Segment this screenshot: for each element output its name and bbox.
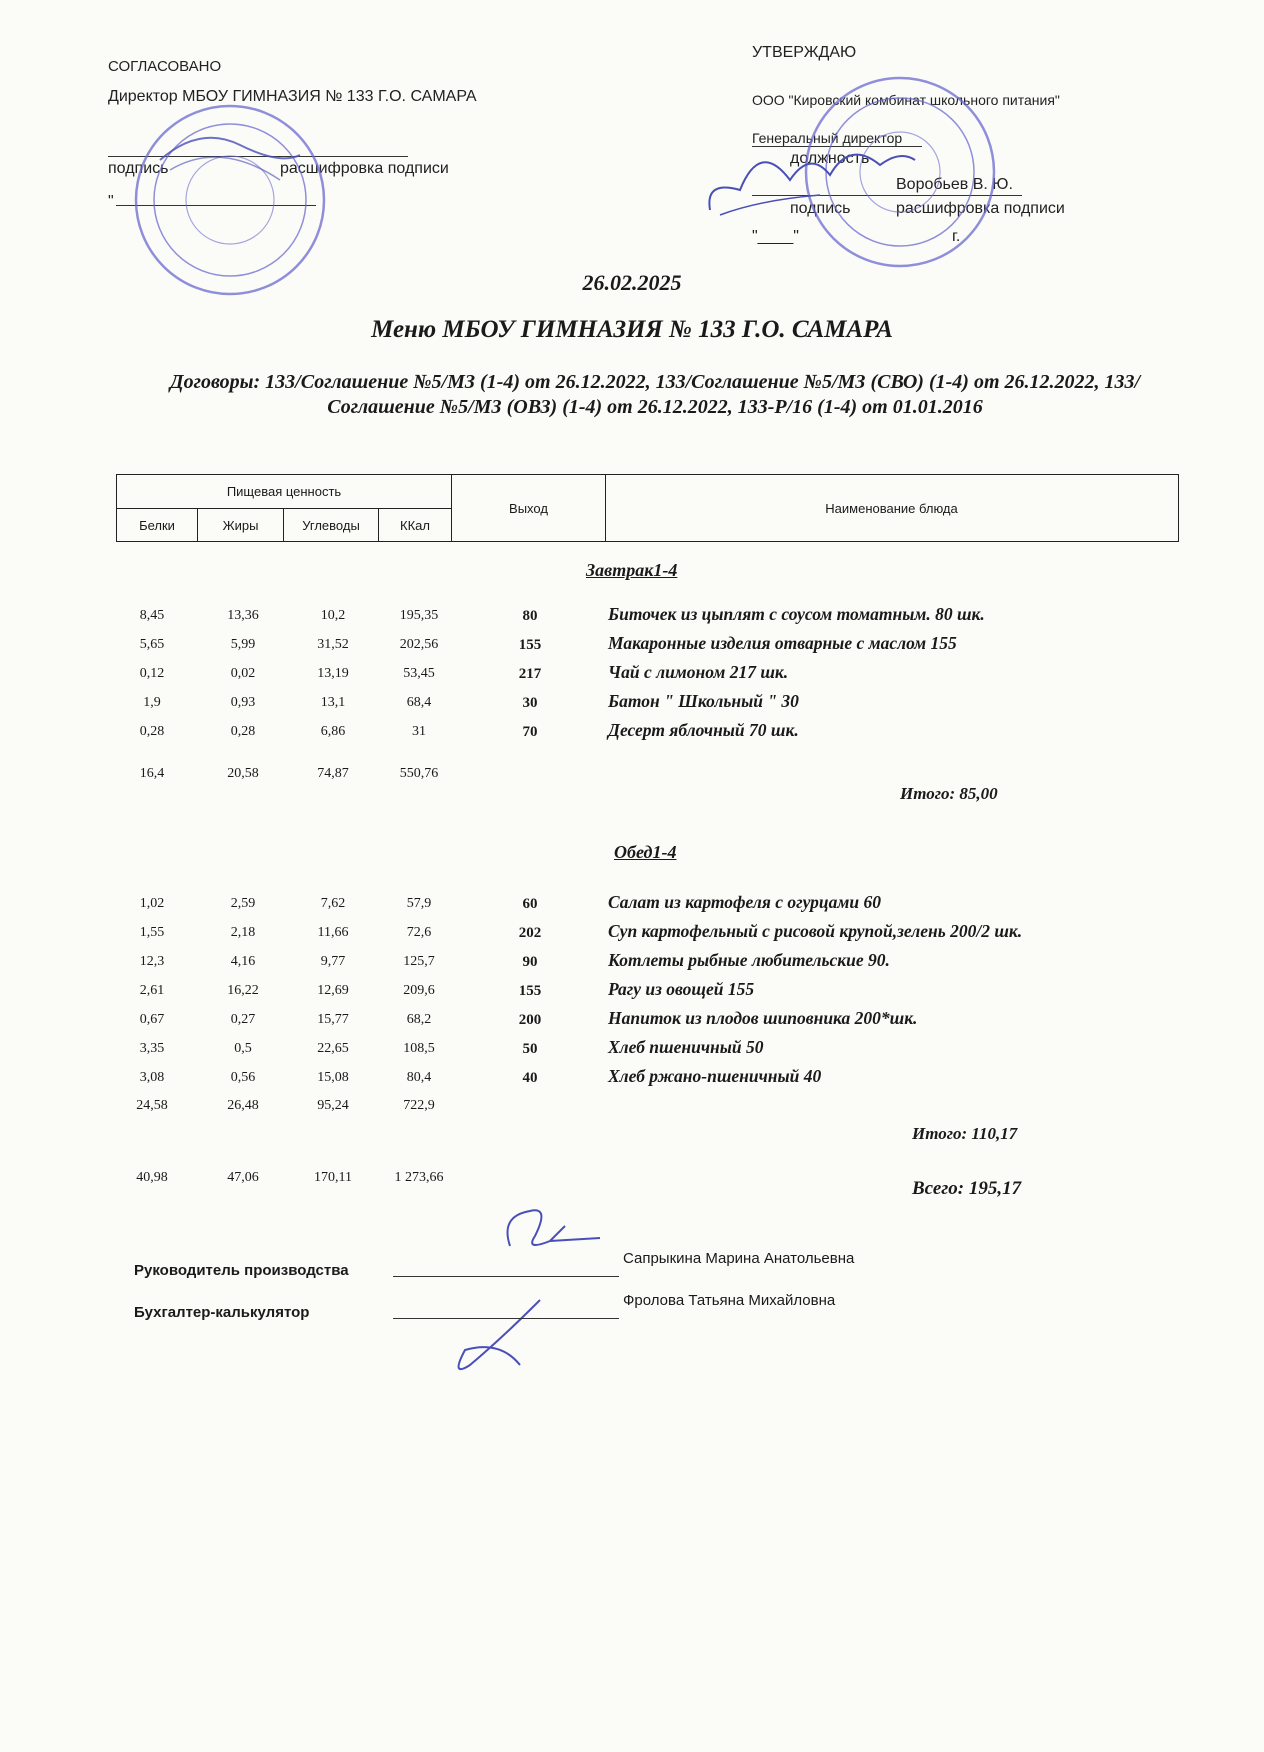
menu-row (0, 921, 1264, 949)
approved-left-heading: СОГЛАСОВАНО (108, 58, 222, 75)
menu-row (0, 950, 1264, 978)
row-dish-name: Батон " Школьный " 30 (608, 691, 799, 711)
menu-date: 26.02.2025 (582, 270, 682, 295)
row-kcal: 80,4 (406, 1070, 432, 1085)
accountant-label: Бухгалтер-калькулятор (134, 1304, 310, 1321)
lunch-total: Итого: 110,17 (912, 1124, 1018, 1143)
accountant-signature (440, 1290, 560, 1380)
breakfast-sum-fat: 20,58 (227, 766, 259, 781)
row-kcal: 125,7 (403, 954, 435, 969)
menu-row (0, 662, 1264, 690)
row-fat: 0,5 (234, 1041, 252, 1056)
menu-row (0, 1066, 1264, 1094)
row-output: 200 (518, 1012, 542, 1028)
row-protein: 1,9 (143, 695, 161, 710)
row-protein: 0,67 (139, 1012, 165, 1027)
menu-row (0, 1037, 1264, 1065)
row-dish-name: Рагу из овощей 155 (608, 979, 755, 999)
row-dish-name: Суп картофельный с рисовой крупой,зелень 200/2 шк. (608, 921, 1023, 941)
row-protein: 8,45 (139, 608, 165, 623)
row-carbs: 11,66 (317, 925, 349, 940)
row-kcal: 53,45 (403, 666, 435, 681)
lunch-sum-row (0, 1098, 1264, 1122)
row-dish-name: Биточек из цыплят с соусом томатным. 80 шк. (608, 604, 985, 624)
row-output: 155 (518, 983, 542, 999)
accountant-name: Фролова Татьяна Михайловна (623, 1292, 836, 1309)
breakfast-sum-protein: 16,4 (139, 766, 165, 781)
row-carbs: 13,19 (317, 666, 349, 681)
row-dish-name: Макаронные изделия отварные с маслом 155 (608, 633, 957, 653)
row-carbs: 7,62 (320, 896, 346, 911)
menu-row (0, 892, 1264, 920)
row-output: 50 (522, 1041, 538, 1057)
row-protein: 1,02 (139, 896, 165, 911)
menu-row (0, 604, 1264, 632)
right-director-name: Воробьев В. Ю. (896, 176, 1013, 193)
approved-right-heading: УТВЕРЖДАЮ (752, 44, 857, 61)
row-kcal: 72,6 (406, 925, 432, 940)
lunch-sum-fat: 26,48 (227, 1098, 259, 1113)
row-output: 90 (522, 954, 538, 970)
approved-right-org: ООО "Кировский комбинат школьного питания" (752, 92, 1060, 108)
lunch-title: Обед1-4 (614, 842, 677, 862)
row-fat: 0,02 (230, 666, 256, 681)
breakfast-total: Итого: 85,00 (900, 784, 998, 803)
row-fat: 2,59 (230, 896, 256, 911)
right-year-mark: г. (952, 228, 961, 245)
row-carbs: 15,77 (317, 1012, 349, 1027)
row-fat: 0,93 (230, 695, 256, 710)
lunch-sum-carbs: 95,24 (317, 1098, 349, 1113)
row-fat: 16,22 (227, 983, 259, 998)
row-carbs: 13,1 (320, 695, 346, 710)
left-date-mark: " (108, 193, 114, 210)
right-decode-caption: расшифровка подписи (896, 200, 1065, 217)
menu-row (0, 633, 1264, 661)
row-output: 60 (522, 896, 538, 912)
left-sign-caption: подпись (108, 160, 169, 177)
row-output: 40 (522, 1070, 538, 1086)
head-signature (490, 1196, 630, 1266)
row-dish-name: Хлеб пшеничный 50 (608, 1037, 764, 1057)
row-output: 80 (522, 608, 538, 624)
breakfast-title: Завтрак1-4 (586, 560, 678, 580)
head-sign-line (393, 1276, 619, 1277)
row-fat: 5,99 (230, 637, 256, 652)
header-protein: Белки (117, 509, 198, 541)
row-dish-name: Десерт яблочный 70 шк. (608, 720, 799, 740)
row-output: 217 (518, 666, 542, 682)
table-header (116, 474, 1179, 542)
director-signature (700, 120, 930, 230)
menu-row (0, 691, 1264, 719)
grand-kcal: 1 273,66 (394, 1170, 444, 1185)
header-output: Выход (452, 475, 606, 541)
menu-title: Меню МБОУ ГИМНАЗИЯ № 133 Г.О. САМАРА (371, 316, 893, 343)
row-protein: 0,28 (139, 724, 165, 739)
grand-sum-row (0, 1170, 1264, 1194)
row-protein: 1,55 (139, 925, 165, 940)
row-output: 202 (518, 925, 542, 941)
lunch-sum-kcal: 722,9 (403, 1098, 435, 1113)
menu-row (0, 1008, 1264, 1036)
right-date-mark: "____" (752, 228, 799, 245)
row-dish-name: Напиток из плодов шиповника 200*шк. (608, 1008, 918, 1028)
menu-row (0, 979, 1264, 1007)
grand-carbs: 170,11 (314, 1170, 352, 1185)
row-kcal: 108,5 (403, 1041, 435, 1056)
right-sign-caption: подпись (790, 200, 851, 217)
accountant-sign-line (393, 1318, 619, 1319)
row-carbs: 10,2 (320, 608, 346, 623)
breakfast-sum-carbs: 74,87 (317, 766, 349, 781)
approved-left-position: Директор МБОУ ГИМНАЗИЯ № 133 Г.О. САМАРА (108, 88, 477, 105)
breakfast-sum-row (0, 766, 1264, 790)
head-label: Руководитель производства (134, 1262, 349, 1279)
row-protein: 3,08 (139, 1070, 165, 1085)
grand-fat: 47,06 (227, 1170, 259, 1185)
row-kcal: 57,9 (406, 896, 432, 911)
row-carbs: 15,08 (317, 1070, 349, 1085)
row-kcal: 209,6 (403, 983, 435, 998)
row-kcal: 68,2 (406, 1012, 432, 1027)
row-kcal: 68,4 (406, 695, 432, 710)
row-fat: 0,28 (230, 724, 256, 739)
row-carbs: 31,52 (317, 637, 349, 652)
approved-left-block (108, 58, 221, 75)
menu-row (0, 720, 1264, 748)
row-carbs: 6,86 (320, 724, 346, 739)
row-carbs: 22,65 (317, 1041, 349, 1056)
header-nutrition: Пищевая ценность (117, 475, 452, 509)
grand-total: Всего: 195,17 (912, 1178, 1022, 1199)
row-fat: 0,27 (230, 1012, 256, 1027)
header-dish: Наименование блюда (825, 500, 958, 516)
row-fat: 13,36 (227, 608, 259, 623)
row-carbs: 9,77 (320, 954, 346, 969)
header-kcal: ККал (379, 509, 452, 541)
row-protein: 5,65 (139, 637, 165, 652)
row-output: 30 (522, 695, 538, 711)
row-dish-name: Котлеты рыбные любительские 90. (608, 950, 890, 970)
row-dish-name: Салат из картофеля с огурцами 60 (608, 892, 881, 912)
row-output: 155 (518, 637, 542, 653)
contracts-text: Договоры: 133/Соглашение №5/МЗ (1-4) от 26.12.2022, 133/Соглашение №5/МЗ (СВО) (1-4) от 26.12.2022, 133/Соглашение №5/МЗ (ОВЗ) (1-4) от 26.12.2022, 133-Р/16 (1-4) от 01.01.2016 (169, 371, 1141, 418)
row-kcal: 31 (412, 724, 426, 739)
row-dish-name: Чай с лимоном 217 шк. (608, 662, 789, 682)
left-decode-caption: расшифровка подписи (280, 160, 449, 177)
lunch-sum-protein: 24,58 (136, 1098, 168, 1113)
right-position-caption: должность (790, 150, 870, 167)
row-protein: 0,12 (139, 666, 165, 681)
row-kcal: 195,35 (399, 608, 439, 623)
row-fat: 0,56 (230, 1070, 256, 1085)
row-carbs: 12,69 (317, 983, 349, 998)
grand-protein: 40,98 (136, 1170, 168, 1185)
header-fat: Жиры (198, 509, 284, 541)
row-fat: 2,18 (230, 925, 256, 940)
row-kcal: 202,56 (399, 637, 439, 652)
row-protein: 12,3 (139, 954, 165, 969)
row-fat: 4,16 (230, 954, 256, 969)
row-dish-name: Хлеб ржано-пшеничный 40 (608, 1066, 822, 1086)
row-protein: 2,61 (139, 983, 165, 998)
head-name: Сапрыкина Марина Анатольевна (623, 1250, 855, 1267)
row-protein: 3,35 (139, 1041, 165, 1056)
row-output: 70 (522, 724, 538, 740)
breakfast-sum-kcal: 550,76 (399, 766, 439, 781)
header-carbs: Углеводы (284, 509, 379, 541)
approved-right-position: Генеральный директор (752, 130, 903, 146)
